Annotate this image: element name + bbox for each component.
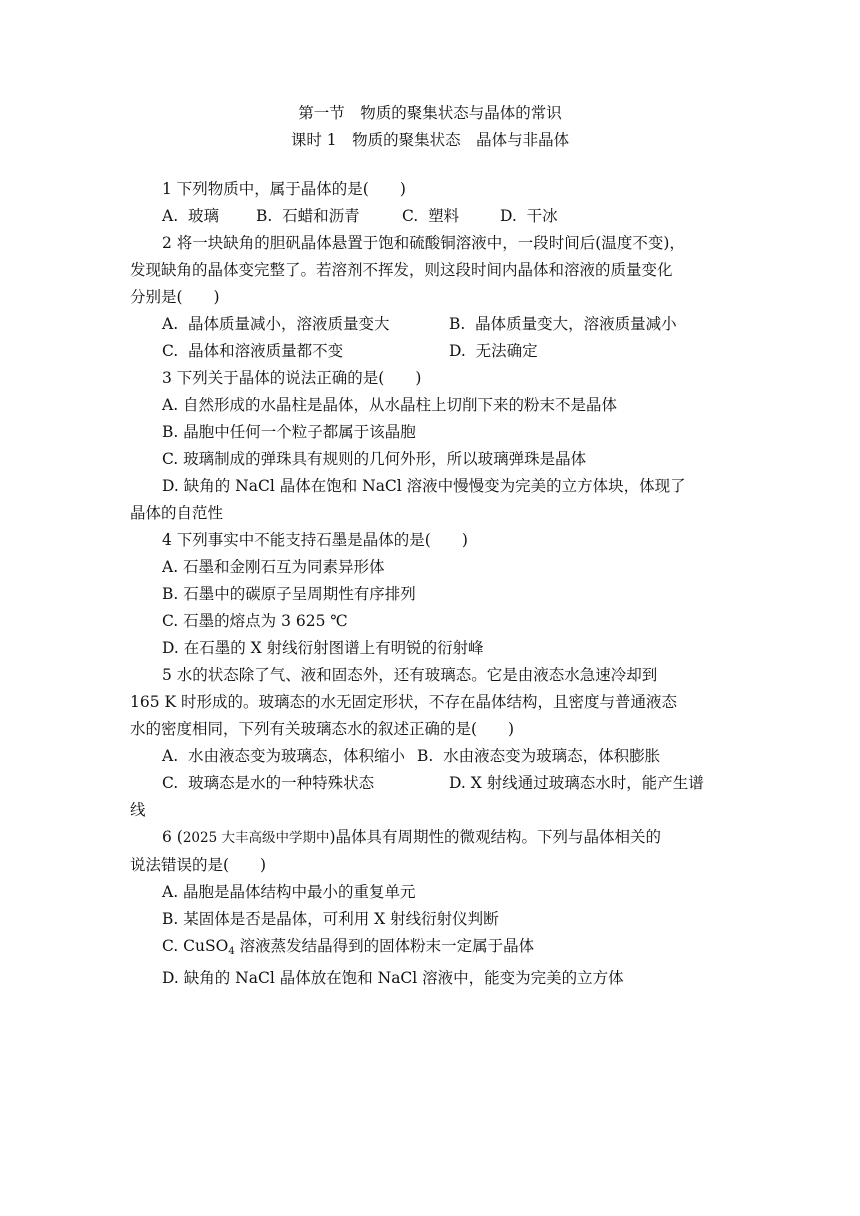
- option-b: B. 石墨中的碳原子呈周期性有序排列: [162, 585, 416, 603]
- option-d: D. 干冰: [500, 207, 558, 225]
- worksheet-page: [130, 100, 730, 992]
- option-b: B. 水由液态变为玻璃态，体积膨胀: [417, 747, 661, 765]
- option-c: [130, 933, 730, 965]
- question-5: [130, 662, 730, 824]
- option-c: C. 晶体和溶液质量都不变: [162, 342, 344, 360]
- question-number: 6 (: [162, 828, 183, 846]
- option-c: C. 石墨的熔点为 3 625 ℃: [162, 612, 348, 630]
- question-6: [130, 824, 730, 992]
- question-6-stem-line: [130, 824, 730, 852]
- title-block: [130, 100, 730, 154]
- option-d-continuation: 晶体的自范性: [130, 504, 224, 522]
- question-4-stem: 4 下列事实中不能支持石墨是晶体的是( ): [162, 531, 468, 549]
- question-2-stem-line: 2 将一块缺角的胆矾晶体悬置于饱和硫酸铜溶液中，一段时间后(温度不变)，: [162, 234, 685, 252]
- question-source: 2025 大丰高级中学期中: [182, 830, 330, 846]
- option-c: C. 玻璃态是水的一种特殊状态: [162, 774, 375, 792]
- question-2-options-row: [130, 338, 730, 365]
- question-1: [130, 176, 730, 230]
- question-5-options-row: [130, 743, 730, 770]
- option-c-text-rest: 溶液蒸发结晶得到的固体粉末一定属于晶体: [234, 937, 535, 955]
- lesson-title: 课时 1 物质的聚集状态 晶体与非晶体: [290, 131, 570, 149]
- option-c: C. 玻璃制成的弹珠具有规则的几何外形，所以玻璃弹珠是晶体: [162, 450, 587, 468]
- question-5-stem-line: 水的密度相同，下列有关玻璃态水的叙述正确的是( ): [130, 720, 515, 738]
- option-d: D. 无法确定: [449, 342, 538, 360]
- question-2: [130, 230, 730, 365]
- option-a: A. 石墨和金刚石互为同素异形体: [162, 558, 385, 576]
- option-d: D. 缺角的 NaCl 晶体在饱和 NaCl 溶液中慢慢变为完美的立方体块，体现了: [162, 477, 686, 495]
- question-1-stem: 1 下列物质中，属于晶体的是( ): [162, 180, 406, 198]
- question-5-stem-line: 5 水的状态除了气、液和固态外，还有玻璃态。它是由液态水急速冷却到: [162, 666, 658, 684]
- option-a: A. 晶体质量减小，溶液质量变大: [162, 315, 390, 333]
- section-title: 第一节 物质的聚集状态与晶体的常识: [298, 104, 562, 122]
- option-b: B. 晶胞中任何一个粒子都属于该晶胞: [162, 423, 416, 441]
- option-b: B. 某固体是否是晶体，可利用 X 射线衍射仪判断: [162, 910, 499, 928]
- option-b: B. 石蜡和沥青: [256, 207, 360, 225]
- question-3-stem: 3 下列关于晶体的说法正确的是( ): [162, 369, 422, 387]
- question-3: [130, 365, 730, 527]
- question-2-stem-line: 分别是( ): [130, 288, 220, 306]
- question-5-stem-line: 165 K 时形成的。玻璃态的水无固定形状，不存在晶体结构，且密度与普通液态: [130, 693, 678, 711]
- option-a: A. 自然形成的水晶柱是晶体，从水晶柱上切削下来的粉末不是晶体: [162, 396, 618, 414]
- option-d: D. 在石墨的 X 射线衍射图谱上有明锐的衍射峰: [162, 639, 484, 657]
- option-a: A. 水由液态变为玻璃态，体积缩小: [162, 747, 405, 765]
- question-5-options-row: [130, 770, 730, 797]
- option-d: D. X 射线通过玻璃态水时，能产生谱: [449, 774, 704, 792]
- option-d-continuation: 线: [130, 801, 146, 819]
- question-4: [130, 527, 730, 662]
- question-6-stem-line: 说法错误的是( ): [130, 856, 267, 874]
- option-c: C. 塑料: [402, 207, 460, 225]
- question-2-options-row: [130, 311, 730, 338]
- option-b: B. 晶体质量变大，溶液质量减小: [449, 315, 677, 333]
- option-a: A. 晶胞是晶体结构中最小的重复单元: [162, 883, 416, 901]
- option-c-text: C. CuSO: [162, 937, 229, 955]
- question-6-stem: )晶体具有周期性的微观结构。下列与晶体相关的: [329, 828, 662, 846]
- option-a: A. 玻璃: [162, 207, 219, 225]
- option-d: D. 缺角的 NaCl 晶体放在饱和 NaCl 溶液中，能变为完美的立方体: [162, 969, 624, 987]
- subscript: 4: [228, 946, 235, 957]
- question-2-stem-line: 发现缺角的晶体变完整了。若溶剂不挥发，则这段时间内晶体和溶液的质量变化: [130, 261, 673, 279]
- question-1-options: [130, 203, 730, 230]
